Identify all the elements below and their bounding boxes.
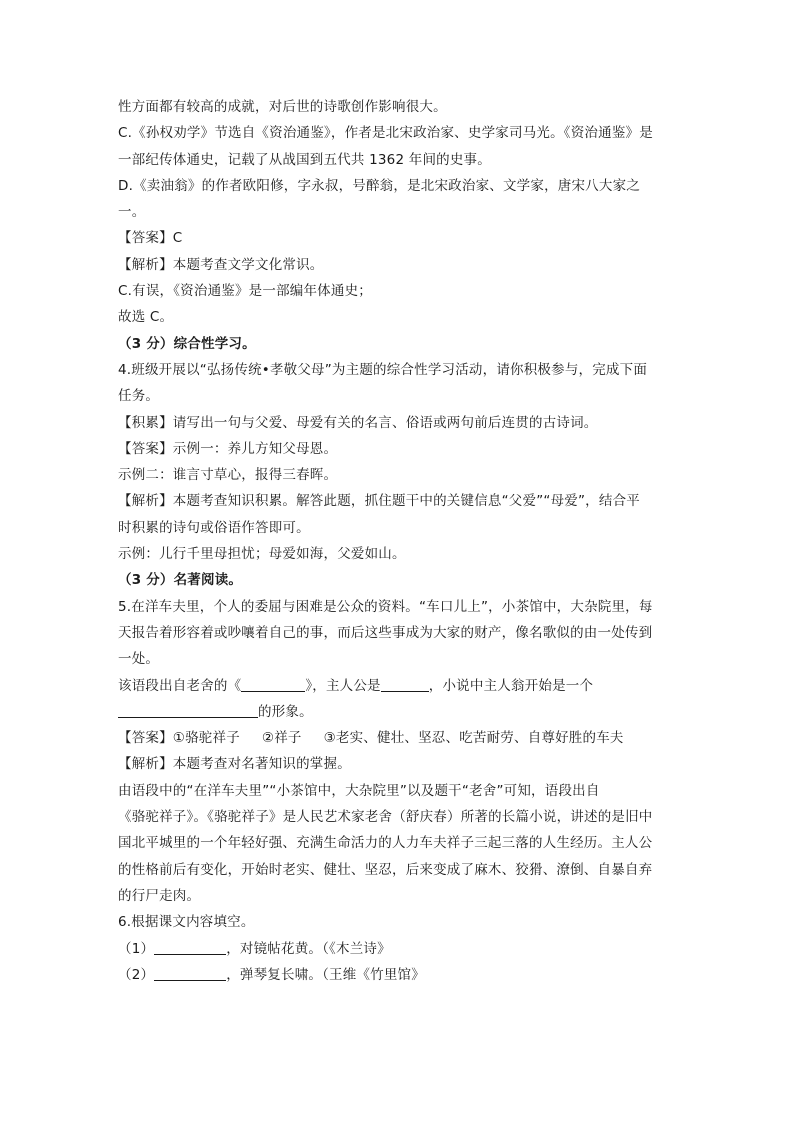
- text-line: 示例二：谁言寸草心，报得三春晖。: [118, 467, 338, 484]
- answer-line: 【答案】C: [118, 230, 183, 247]
- blank-underline: [154, 965, 226, 981]
- text-line: C.有误，《资治通鉴》是一部编年体通史；: [118, 283, 372, 300]
- text-segment: （1）: [118, 940, 155, 957]
- analysis-line: 【解析】本题考查文学文化常识。: [118, 256, 324, 273]
- answer-part: 【答案】①骆驼祥子: [118, 730, 240, 747]
- fill-blank-line: [118, 962, 678, 988]
- text-segment: 的形象。: [258, 703, 313, 720]
- text-line: 《骆驼祥子》。《骆驼祥子》是人民艺术家老舍（舒庆春）所著的长篇小说，讲述的是旧中: [118, 809, 653, 826]
- text-line: 的性格前后有变化，开始时老实、健壮、坚忍，后来变成了麻木、狡猾、潦倒、自暴自弃: [118, 861, 653, 878]
- text-line: 一。: [118, 204, 146, 221]
- question-4: 4.班级开展以“弘扬传统•孝敬父母”为主题的综合性学习活动，请你积极参与，完成下面: [118, 361, 648, 378]
- blank-underline: [241, 676, 305, 692]
- fill-blank-line: [118, 936, 678, 962]
- analysis-line: 【解析】本题考查对名著知识的掌握。: [118, 756, 351, 773]
- text-line: 天报告着形容着或吵嚷着自己的事，而后这些事成为大家的财产，像名歌似的由一处传到: [118, 624, 653, 641]
- text-segment: ，小说中主人翁开始是一个: [428, 677, 594, 694]
- text-line: 任务。: [118, 388, 160, 405]
- text-line: 性方面都有较高的成就，对后世的诗歌创作影响很大。: [118, 99, 447, 115]
- text-segment: ，对镜帖花黄。（《木兰诗》: [226, 940, 391, 957]
- answer-line: 【答案】示例一：养儿方知父母恩。: [118, 440, 338, 457]
- text-line: 时积累的诗句或俗语作答即可。: [118, 519, 310, 536]
- text-line: 【积累】请写出一句与父爱、母爱有关的名言、俗语或两句前后连贯的古诗词。: [118, 414, 598, 431]
- text-line: 的行尸走肉。: [118, 887, 201, 904]
- answer-part: ③老实、健壮、坚忍、吃苦耐劳、自尊好胜的车夫: [323, 730, 624, 747]
- text-segment: 》，主人公是: [305, 677, 381, 694]
- text-segment: 该语段出自老舍的《: [118, 677, 242, 694]
- text-segment: ，弹琴复长啸。（王维《竹里馆》: [226, 966, 425, 983]
- section-heading: （3 分）综合性学习。: [118, 335, 256, 352]
- question-6: 6.根据课文内容填空。: [118, 914, 255, 931]
- text-line: 示例：儿行千里母担忧；母爱如海，父爱如山。: [118, 546, 406, 563]
- analysis-line: 【解析】本题考查知识积累。解答此题，抓住题干中的关键信息“父爱”“母爱”，结合平: [118, 493, 640, 510]
- document-body: [118, 94, 678, 988]
- text-line: 一部纪传体通史，记载了从战国到五代共 1362 年间的史事。: [118, 151, 491, 168]
- answer-part: ②祥子: [261, 730, 302, 747]
- text-line: 故选 C。: [118, 309, 174, 326]
- text-line: 国北平城里的一个年轻好强、充满生命活力的人力车夫祥子三起三落的人生经历。主人公: [118, 835, 653, 852]
- blank-underline: [118, 702, 258, 718]
- option-c-line: C.《孙权劝学》节选自《资治通鉴》，作者是北宋政治家、史学家司马光。《资治通鉴》是: [118, 125, 653, 142]
- text-line: 由语段中的“在洋车夫里”“小茶馆中，大杂院里”以及题干“老舍”可知，语段出自: [118, 782, 600, 799]
- question-5: 5.在洋车夫里，个人的委屈与困难是公众的资料。“车口儿上”，小茶馆中，大杂院里，每: [118, 598, 653, 615]
- text-segment: （2）: [118, 966, 155, 983]
- blank-underline: [154, 939, 226, 955]
- section-heading: （3 分）名著阅读。: [118, 572, 243, 589]
- text-line: 一处。: [118, 651, 160, 668]
- blank-underline: [381, 676, 429, 692]
- fill-blank-line: [118, 673, 678, 699]
- answer-line: [118, 725, 678, 751]
- option-d-line: D.《卖油翁》的作者欧阳修，字永叔，号醉翁，是北宋政治家、文学家，唐宋八大家之: [118, 177, 640, 194]
- fill-blank-line: [118, 699, 678, 725]
